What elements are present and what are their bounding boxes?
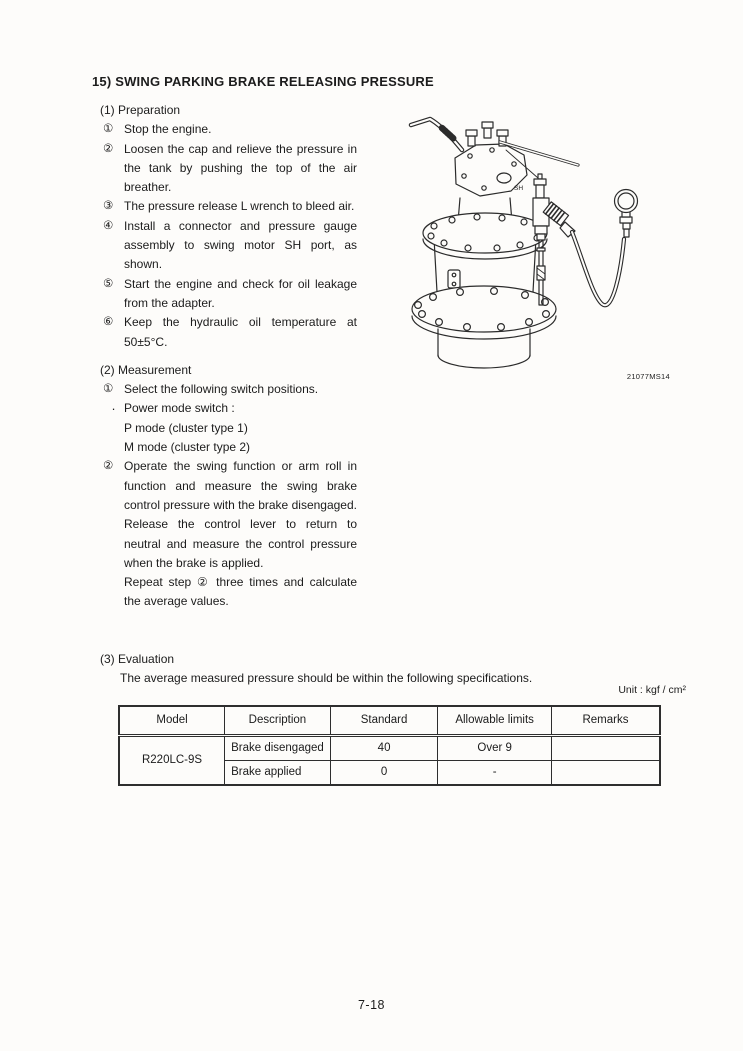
- page-title: 15) SWING PARKING BRAKE RELEASING PRESSURE: [92, 74, 434, 89]
- section-heading-measurement: (2) Measurement: [100, 362, 192, 377]
- prep-step-2: [100, 140, 357, 198]
- col-header-model: Model: [119, 706, 225, 735]
- upper-flange: [423, 213, 547, 253]
- step-marker: ②: [103, 460, 114, 473]
- text-column: [100, 101, 357, 612]
- prep-step-4: [100, 217, 357, 275]
- step-marker: ⑤: [103, 277, 114, 290]
- section-heading-preparation: (1) Preparation: [100, 103, 181, 117]
- step-text: Select the following switch positions.: [124, 382, 319, 397]
- step-text: Start the engine and check for oil leakage from the adapter.: [124, 276, 357, 310]
- unit-label: Unit : kgf / cm²: [618, 684, 686, 696]
- table-header-row: [119, 706, 660, 735]
- step-text: Keep the hydraulic oil temperature at 50±5°C.: [124, 315, 357, 349]
- section-evaluation: [100, 650, 660, 689]
- step-text: The pressure release L wrench to bleed air.: [124, 199, 355, 214]
- step-text: Operate the swing function or arm roll in function and measure the swing brake control pressure with the brake disengaged. Release the control lever to return to neutral and measure the control pressure when the brake is applied.: [124, 459, 357, 570]
- col-header-remarks: Remarks: [551, 706, 660, 735]
- remarks-cell: [551, 735, 660, 760]
- step-marker: ⑥: [103, 316, 114, 329]
- page-number: 7-18: [357, 998, 386, 1012]
- allowable-cell: Over 9: [438, 735, 552, 760]
- mode-line-p: P mode (cluster type 1): [124, 420, 248, 435]
- bullet-marker: ·: [111, 401, 116, 417]
- bottom-flange: [412, 286, 556, 332]
- step-marker: ④: [103, 219, 114, 232]
- standard-cell: 0: [330, 760, 438, 785]
- bullet-text: Power mode switch :: [124, 401, 235, 416]
- sh-port-label: SH: [514, 185, 524, 192]
- standard-cell: 40: [330, 735, 438, 760]
- prep-step-1: [100, 120, 357, 139]
- swing-motor-illustration: [398, 98, 678, 390]
- step-text: Stop the engine.: [124, 122, 212, 137]
- bottom-cylinder: [438, 329, 530, 356]
- remarks-cell: [551, 760, 660, 785]
- section-heading-evaluation: (3) Evaluation: [100, 652, 175, 666]
- mode-line-m: M mode (cluster type 2): [124, 440, 251, 455]
- step-marker: ①: [103, 383, 114, 396]
- meas-bullet: [100, 399, 357, 418]
- left-hose: [411, 119, 462, 150]
- col-header-allowable: Allowable limits: [438, 706, 552, 735]
- meas-step-1: [100, 380, 357, 399]
- prep-step-5: [100, 275, 357, 314]
- evaluation-text: The average measured pressure should be within the following specifications.: [120, 671, 533, 686]
- allowable-cell: -: [438, 760, 552, 785]
- col-header-standard: Standard: [330, 706, 438, 735]
- prep-step-3: [100, 197, 357, 216]
- spec-table: [118, 705, 661, 786]
- step-text: Loosen the cap and relieve the pressure in the tank by pushing the top of the air breather.: [124, 141, 357, 195]
- measurement-note: Repeat step ② three times and calculate the average values.: [124, 575, 357, 609]
- model-cell: R220LC-9S: [119, 735, 225, 785]
- step-marker: ①: [103, 123, 114, 136]
- step-marker: ②: [103, 142, 114, 155]
- description-cell: Brake disengaged: [225, 735, 331, 760]
- prep-step-6: [100, 313, 357, 352]
- figure-caption: 21077MS14: [626, 372, 670, 381]
- pressure-gauge: [615, 190, 638, 238]
- meas-step-2: [100, 457, 357, 573]
- col-header-description: Description: [225, 706, 331, 735]
- step-marker: ③: [103, 200, 114, 213]
- description-cell: Brake applied: [225, 760, 331, 785]
- step-text: Install a connector and pressure gauge assembly to swing motor SH port, as shown.: [124, 218, 357, 272]
- table-row: [119, 735, 660, 760]
- gauge-hose: [572, 232, 624, 305]
